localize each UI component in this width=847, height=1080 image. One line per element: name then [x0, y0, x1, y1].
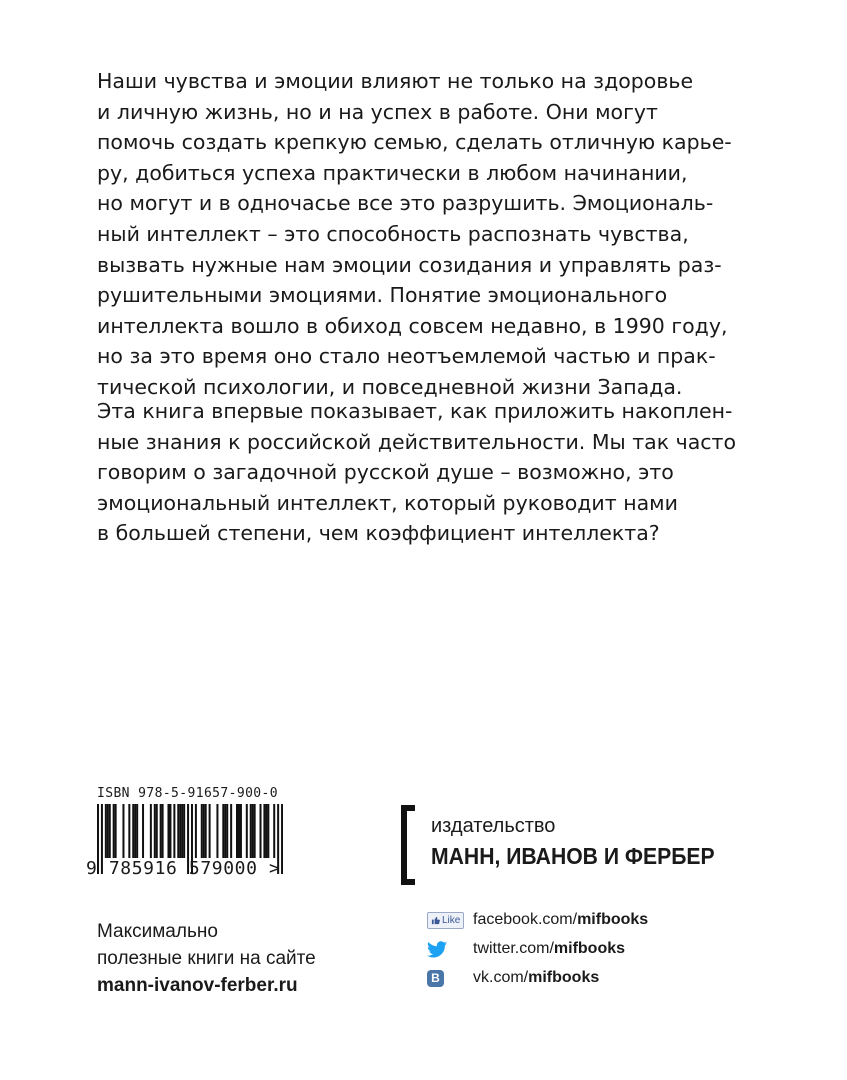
barcode-bar	[115, 804, 117, 858]
publisher-name: МАНН, ИВАНОВ И ФЕРБЕР	[431, 843, 715, 869]
barcode-bar	[252, 804, 254, 858]
barcode-bar	[122, 804, 124, 858]
barcode-bar	[205, 804, 207, 858]
vk-url-prefix: vk.com/	[473, 969, 529, 986]
barcode-bar	[167, 804, 169, 858]
barcode-bar	[267, 804, 269, 858]
barcode-bar	[150, 804, 152, 858]
text-line: ные знания к российской действительности. Мы так часто	[97, 429, 737, 454]
text-line: ру, добиться успеха практически в любом начинании,	[97, 160, 688, 185]
text-line: в большей степени, чем коэффициент интеллекта?	[97, 521, 660, 546]
text-line: и личную жизнь, но и на успех в работе. Они могут	[97, 99, 658, 124]
barcode-bar	[195, 804, 197, 858]
facebook-link[interactable]	[427, 909, 648, 931]
text-line: ный интеллект – это способность распознать чувства,	[97, 221, 689, 246]
like-text: Like	[442, 914, 461, 926]
barcode-bar	[134, 804, 136, 858]
barcode-bar	[132, 804, 134, 858]
twitter-link[interactable]	[427, 938, 625, 960]
barcode-bar	[109, 804, 111, 858]
text-line: тической психологии, и повседневной жизни Запада.	[97, 374, 683, 399]
publisher-logo	[401, 805, 801, 885]
promo-block	[97, 918, 316, 999]
text-line: эмоциональный интеллект, который руководит нами	[97, 490, 678, 515]
text-line: но за это время оно стало неотъемлемой частью и прак-	[97, 344, 716, 369]
barcode-bar	[173, 804, 175, 858]
barcode-bar	[250, 804, 252, 858]
facebook-handle: mifbooks	[577, 911, 649, 928]
barcode-bar	[265, 804, 267, 858]
description-paragraph-2	[97, 396, 757, 549]
barcode-bar	[169, 804, 171, 858]
barcode-bar	[230, 804, 232, 858]
text-line: Эта книга впервые показывает, как приложить накоплен-	[97, 399, 733, 423]
text-line: вызвать нужные нам эмоции созидания и управлять раз-	[97, 252, 722, 277]
barcode-bar	[201, 804, 203, 858]
barcode-bar	[226, 804, 228, 858]
barcode-bar	[260, 804, 262, 858]
barcode-bar	[160, 804, 162, 858]
text-line: говорим о загадочной русской душе – возможно, это	[97, 460, 674, 485]
facebook-like-icon	[427, 912, 464, 929]
barcode-bar	[240, 804, 242, 858]
website-link[interactable]: mann-ivanov-ferber.ru	[97, 975, 298, 996]
description-paragraph-1	[97, 66, 757, 403]
text-line: но могут и в одночасье все это разрушить. Эмоциональ-	[97, 191, 714, 216]
barcode-bar	[222, 804, 224, 858]
barcode-bar	[136, 804, 138, 858]
text-line: Наши чувства и эмоции влияют не только на здоровье	[97, 69, 694, 93]
barcode-bar	[254, 804, 256, 858]
barcode-digits: 9 785916 579000 >	[86, 858, 281, 879]
barcode-bar	[154, 804, 156, 858]
barcode-bar	[113, 804, 115, 858]
barcode-bar	[162, 804, 164, 858]
barcode-bar	[273, 804, 275, 858]
text-line: рушительными эмоциями. Понятие эмоционального	[97, 283, 668, 308]
facebook-url-prefix: facebook.com/	[473, 911, 578, 928]
twitter-bird-icon	[427, 941, 447, 958]
vk-handle: mifbooks	[528, 969, 600, 986]
barcode-bar	[238, 804, 240, 858]
text-line: интеллекта вошло в обиход совсем недавно, в 1990 году,	[97, 313, 728, 338]
bracket-logo-icon	[401, 805, 419, 885]
barcode-bar	[263, 804, 265, 858]
vk-link[interactable]	[427, 967, 599, 989]
barcode-bar	[107, 804, 109, 858]
barcode-bar	[177, 804, 179, 858]
barcode-bar	[224, 804, 226, 858]
barcode-bar	[183, 804, 185, 858]
barcode-bar	[236, 804, 238, 858]
barcode-bar	[105, 804, 107, 858]
barcode-bar	[203, 804, 205, 858]
barcode-bar	[281, 804, 283, 874]
barcode-bar	[179, 804, 181, 858]
barcode-bar	[216, 804, 218, 858]
text-line: помочь создать крепкую семью, сделать отличную карье-	[97, 130, 732, 155]
barcode-bar	[128, 804, 130, 858]
promo-line-1: Максимально	[97, 921, 218, 942]
isbn-label: ISBN 978-5-91657-900-0	[97, 786, 278, 801]
publisher-label: издательство	[431, 815, 556, 837]
barcode-bar	[142, 804, 144, 858]
barcode-bar	[181, 804, 183, 858]
barcode-bar	[209, 804, 211, 858]
twitter-url-prefix: twitter.com/	[473, 940, 554, 957]
barcode-bar	[156, 804, 158, 858]
barcode-bar	[246, 804, 248, 858]
vk-icon: B	[427, 970, 444, 987]
promo-line-2: полезные книги на сайте	[97, 948, 316, 969]
twitter-handle: mifbooks	[553, 940, 626, 957]
